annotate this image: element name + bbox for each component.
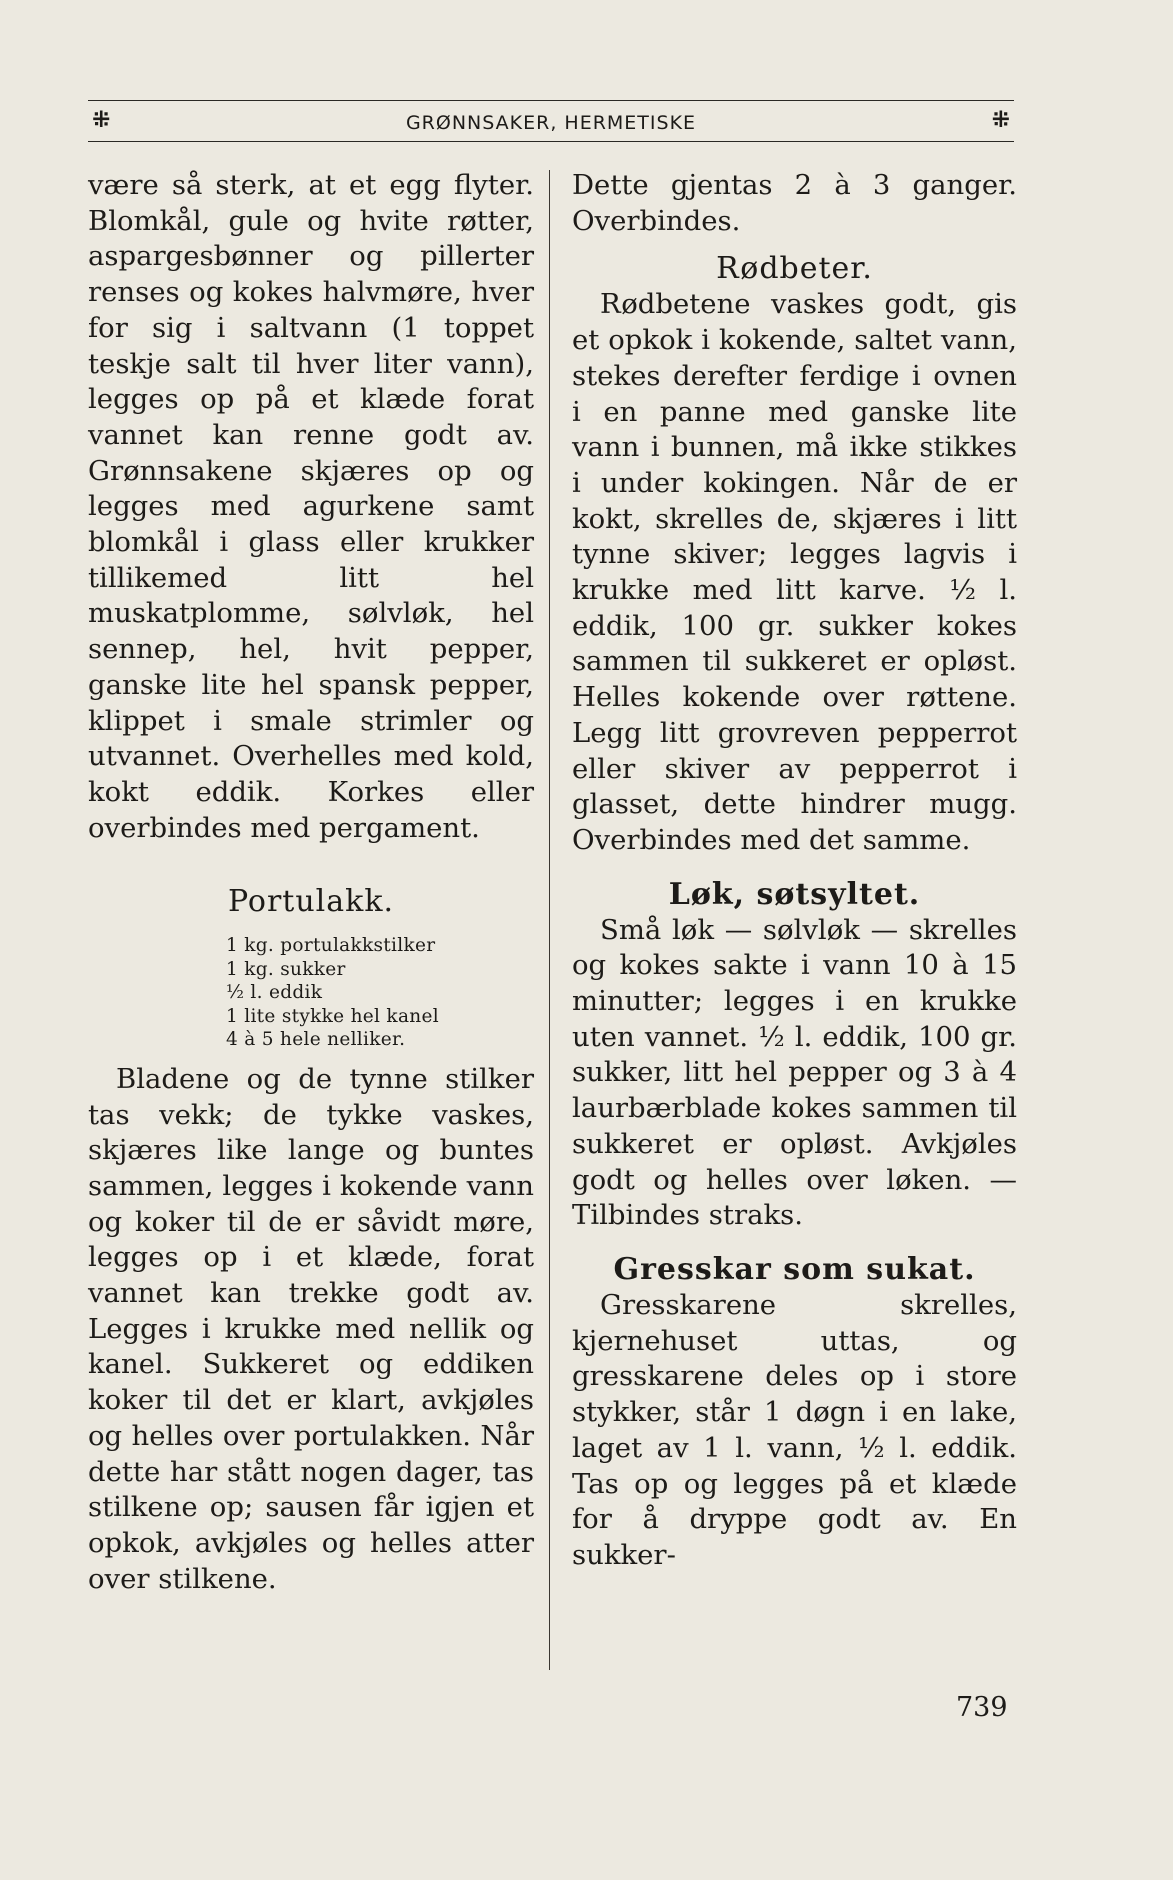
left-column	[88, 168, 534, 1597]
lok-paragraph: Små løk — sølvløk — skrelles og kokes sakte i vann 10 à 15 minutter; legges i en krukke uten vannet. ½ l. eddik, 100 gr. sukker, litt hel pepper og 3 à 4 laurbærblade kokes sammen til sukkeret er opløst. Avkjøles godt og helles over løken. — Tilbindes straks.	[572, 913, 1017, 1232]
header-top-rule	[88, 100, 1014, 101]
ingredient-item: 1 kg. sukker	[226, 958, 346, 980]
ornament-left-icon: ⁜	[92, 108, 111, 133]
ingredient-item: 4 à 5 hele nelliker.	[226, 1029, 406, 1051]
page-number: 739	[956, 1692, 1008, 1723]
section-title-gresskar: Gresskar som sukat.	[613, 1251, 976, 1287]
rodbeter-paragraph: Rødbetene vaskes godt, gis et opkok i kokende, saltet vann, stekes derefter ferdige i ovnen i en panne med ganske lite vann i bunnen, må ikke stikkes i under kokingen. Når de er kokt, skrelles de, skjæres i litt tynne skiver; legges lagvis i krukke med litt karve. ½ l. eddik, 100 gr. sukker kokes sammen til sukkeret er opløst. Helles kokende over røttene. Legg litt grovreven pepperrot eller skiver av pepperrot i glasset, dette hindrer mugg. Overbindes med det samme.	[572, 288, 1017, 856]
portulakk-paragraph: Bladene og de tynne stilker tas vekk; de tykke vaskes, skjæres like lange og buntes sammen, legges i kokende vann og koker til de er såvidt møre, legges op i et klæde, forat vannet kan trekke godt av. Legges i krukke med nellik og kanel. Sukkeret og eddiken koker til det er klart, avkjøles og helles over portulakken. Når dette har stått nogen dager, tas stilkene op; sausen får igjen et opkok, avkjøles og helles atter over stilkene.	[88, 1062, 534, 1595]
ingredient-item: ½ l. eddik	[226, 982, 323, 1004]
ingredient-item: 1 kg. portulakkstilker	[226, 935, 436, 957]
right-column	[572, 168, 1017, 1574]
section-title-lok: Løk, søtsyltet.	[668, 876, 921, 912]
left-intro-paragraph: være så sterk, at et egg flyter. Blomkål, gule og hvite røtter, aspargesbønner og pillerter renses og kokes halvmøre, hver for sig i saltvann (1 toppet teskje salt til hver liter vann), legges op på et klæde forat vannet kan renne godt av. Grønnsakene skjæres op og legges med agurkene samt blomkål i glass eller krukker tillikemed litt hel muskatplomme, sølvløk, hel sennep, hel, hvit pepper, ganske lite hel spansk pepper, klippet i smale strimler og utvannet. Overhelles med kold, kokt eddik. Korkes eller overbindes med pergament.	[88, 169, 534, 844]
running-header-title: GRØNNSAKER, HERMETISKE	[405, 112, 697, 134]
ingredient-item: 1 lite stykke hel kanel	[226, 1005, 439, 1027]
portulakk-ingredient-list	[88, 934, 534, 1052]
ornament-right-icon: ⁜	[991, 108, 1010, 133]
right-intro-paragraph: Dette gjentas 2 à 3 ganger. Overbindes.	[572, 169, 1017, 237]
gresskar-paragraph: Gresskarene skrelles, kjernehuset uttas, og gresskarene deles op i store stykker, står 1 døgn i en lake, laget av 1 l. vann, ½ l. eddik. Tas op og legges på et klæde for å dryppe godt av. En sukker-	[572, 1288, 1017, 1571]
section-title-portulakk: Portulakk.	[227, 884, 395, 920]
column-divider	[549, 170, 550, 1670]
section-title-rodbeter: Rødbeter.	[716, 251, 873, 287]
header-bottom-rule	[88, 141, 1014, 142]
running-header	[88, 100, 1014, 142]
